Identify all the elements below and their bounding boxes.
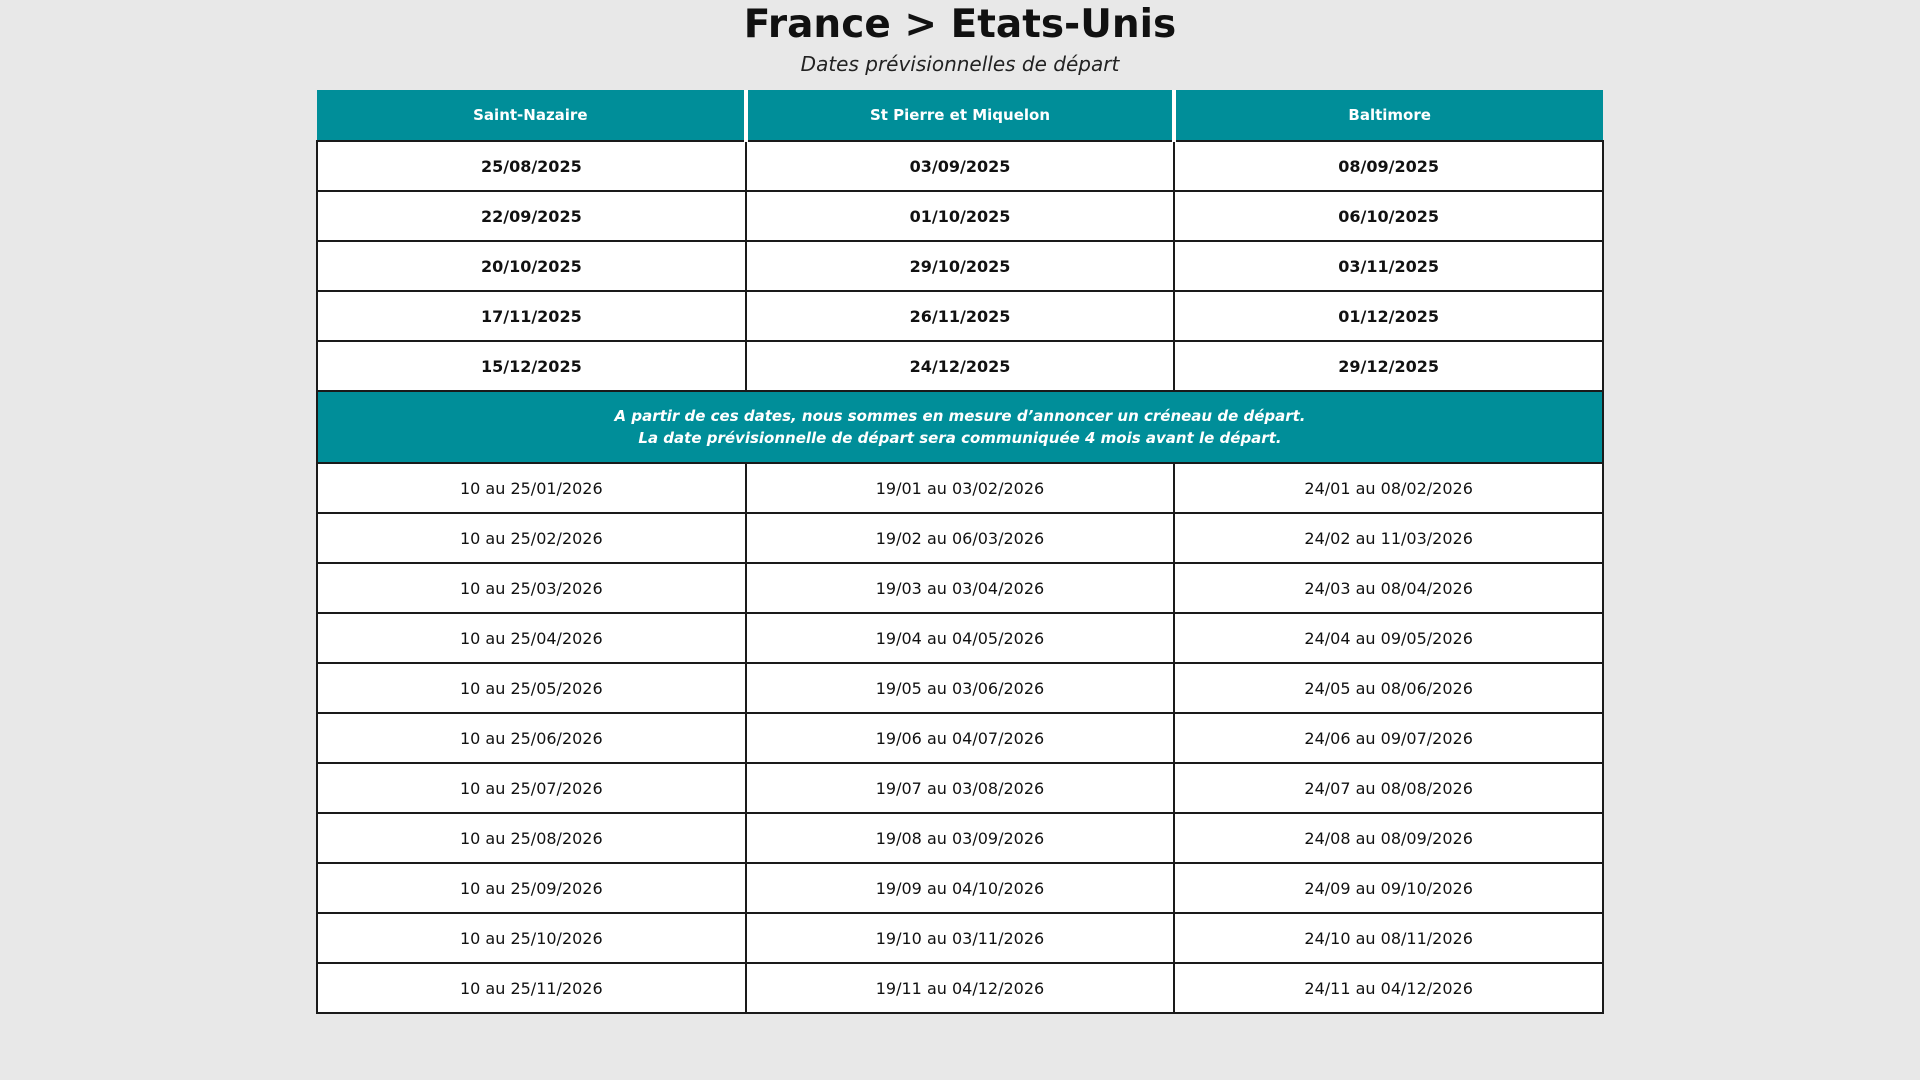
table-cell: 26/11/2025 [746, 291, 1175, 341]
schedule-table-container [316, 90, 1604, 1014]
table-row [317, 241, 1603, 291]
table-cell: 10 au 25/04/2026 [317, 613, 746, 663]
table-cell: 19/06 au 04/07/2026 [746, 713, 1175, 763]
table-row [317, 763, 1603, 813]
table-cell: 19/07 au 03/08/2026 [746, 763, 1175, 813]
table-row [317, 813, 1603, 863]
table-cell: 10 au 25/08/2026 [317, 813, 746, 863]
column-header-baltimore: Baltimore [1174, 90, 1603, 141]
table-cell: 24/02 au 11/03/2026 [1174, 513, 1603, 563]
table-cell: 10 au 25/07/2026 [317, 763, 746, 813]
table-cell: 10 au 25/10/2026 [317, 913, 746, 963]
table-cell: 01/12/2025 [1174, 291, 1603, 341]
table-row [317, 463, 1603, 513]
table-cell: 19/09 au 04/10/2026 [746, 863, 1175, 913]
table-cell: 19/01 au 03/02/2026 [746, 463, 1175, 513]
page-subtitle: Dates prévisionnelles de départ [800, 52, 1120, 76]
table-cell: 19/08 au 03/09/2026 [746, 813, 1175, 863]
info-banner-line-1: A partir de ces dates, nous sommes en mesure d’annoncer un créneau de départ. [614, 407, 1306, 425]
table-header [317, 90, 1603, 141]
table-cell: 10 au 25/11/2026 [317, 963, 746, 1013]
table-row [317, 663, 1603, 713]
table-row [317, 141, 1603, 191]
table-cell: 17/11/2025 [317, 291, 746, 341]
table-cell: 24/09 au 09/10/2026 [1174, 863, 1603, 913]
table-cell: 06/10/2025 [1174, 191, 1603, 241]
table-row [317, 513, 1603, 563]
table-cell: 24/06 au 09/07/2026 [1174, 713, 1603, 763]
table-row [317, 291, 1603, 341]
table-cell: 15/12/2025 [317, 341, 746, 391]
column-header-saint-nazaire: Saint-Nazaire [317, 90, 746, 141]
table-cell: 10 au 25/05/2026 [317, 663, 746, 713]
table-cell: 24/01 au 08/02/2026 [1174, 463, 1603, 513]
table-cell: 24/11 au 04/12/2026 [1174, 963, 1603, 1013]
table-cell: 10 au 25/09/2026 [317, 863, 746, 913]
info-banner-line-2: La date prévisionnelle de départ sera communiquée 4 mois avant le départ. [638, 429, 1282, 447]
header-row [317, 90, 1603, 141]
table-row [317, 863, 1603, 913]
table-row [317, 713, 1603, 763]
table-body [317, 141, 1603, 1013]
table-cell: 19/11 au 04/12/2026 [746, 963, 1175, 1013]
table-row [317, 341, 1603, 391]
table-cell: 10 au 25/06/2026 [317, 713, 746, 763]
table-cell: 29/12/2025 [1174, 341, 1603, 391]
table-cell: 10 au 25/02/2026 [317, 513, 746, 563]
table-cell: 24/12/2025 [746, 341, 1175, 391]
table-cell: 19/02 au 06/03/2026 [746, 513, 1175, 563]
table-cell: 10 au 25/03/2026 [317, 563, 746, 613]
table-cell: 24/07 au 08/08/2026 [1174, 763, 1603, 813]
table-cell: 19/05 au 03/06/2026 [746, 663, 1175, 713]
column-header-st-pierre-et-miquelon: St Pierre et Miquelon [746, 90, 1175, 141]
table-cell: 29/10/2025 [746, 241, 1175, 291]
table-cell: 24/10 au 08/11/2026 [1174, 913, 1603, 963]
table-cell: 25/08/2025 [317, 141, 746, 191]
table-cell: 22/09/2025 [317, 191, 746, 241]
table-cell: 24/03 au 08/04/2026 [1174, 563, 1603, 613]
table-cell: 03/11/2025 [1174, 241, 1603, 291]
table-cell: 01/10/2025 [746, 191, 1175, 241]
table-row [317, 963, 1603, 1013]
table-cell: 08/09/2025 [1174, 141, 1603, 191]
info-banner-row [317, 391, 1603, 463]
table-cell: 24/08 au 08/09/2026 [1174, 813, 1603, 863]
info-banner [317, 391, 1603, 463]
table-cell: 19/03 au 03/04/2026 [746, 563, 1175, 613]
table-row [317, 563, 1603, 613]
table-cell: 24/04 au 09/05/2026 [1174, 613, 1603, 663]
table-cell: 24/05 au 08/06/2026 [1174, 663, 1603, 713]
table-cell: 19/04 au 04/05/2026 [746, 613, 1175, 663]
table-cell: 10 au 25/01/2026 [317, 463, 746, 513]
page-title: France > Etats-Unis [743, 2, 1177, 47]
table-cell: 03/09/2025 [746, 141, 1175, 191]
table-row [317, 913, 1603, 963]
table-cell: 19/10 au 03/11/2026 [746, 913, 1175, 963]
schedule-table [316, 90, 1604, 1014]
table-row [317, 613, 1603, 663]
table-cell: 20/10/2025 [317, 241, 746, 291]
table-row [317, 191, 1603, 241]
